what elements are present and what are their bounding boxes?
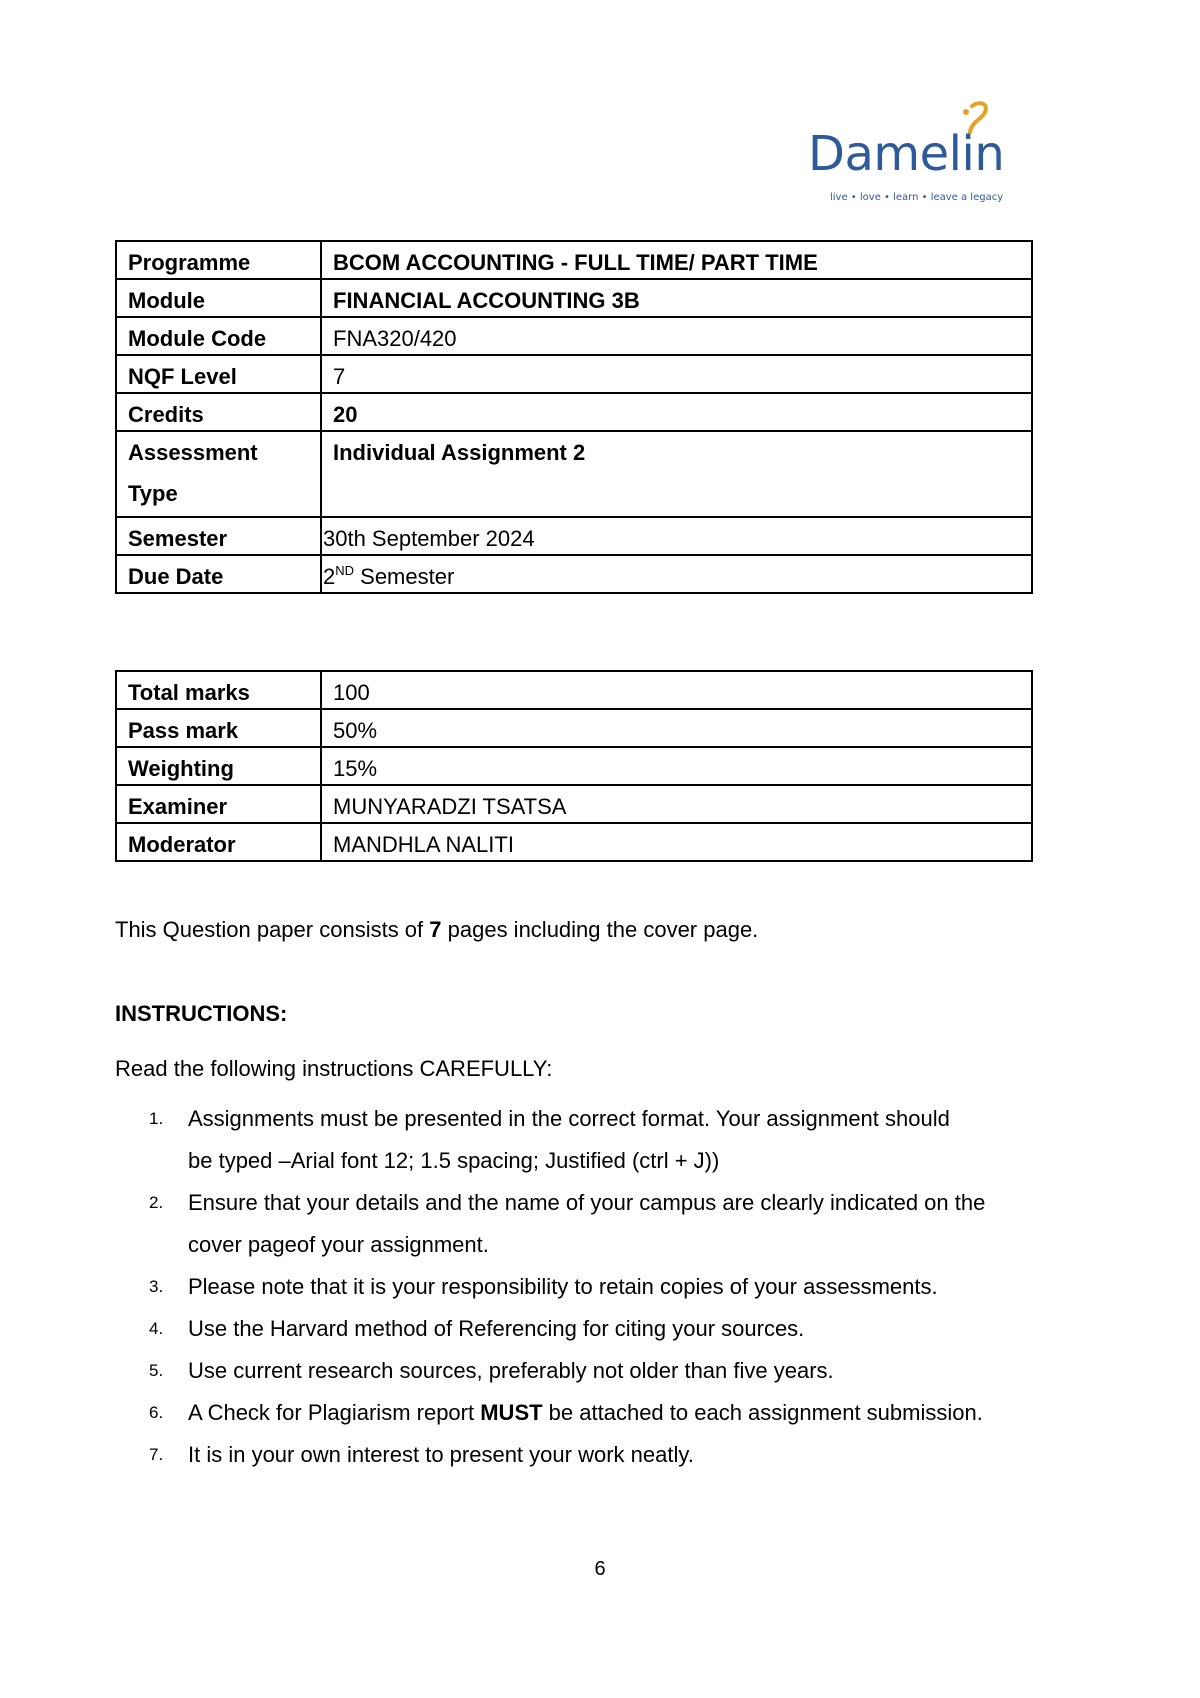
item-text: Use the Harvard method of Referencing for citing your sources. bbox=[188, 1316, 805, 1341]
pass-mark-label: Pass mark bbox=[116, 709, 321, 747]
item-number: 6. bbox=[149, 1403, 164, 1422]
logo-tagline: live • love • learn • leave a legacy bbox=[830, 192, 1004, 203]
item-text-line1: Ensure that your details and the name of your campus are clearly indicated on the bbox=[188, 1190, 986, 1215]
item-text: It is in your own interest to present your work neatly. bbox=[188, 1442, 694, 1467]
table-row bbox=[116, 241, 1032, 279]
logo-wordmark: Damelin bbox=[808, 126, 1005, 182]
item-text-after: be attached to each assignment submission. bbox=[542, 1400, 983, 1425]
list-item bbox=[115, 1098, 1075, 1182]
table-row bbox=[116, 431, 1032, 517]
item-number: 4. bbox=[149, 1319, 164, 1338]
item-text: Use current research sources, preferably not older than five years. bbox=[188, 1358, 834, 1383]
item-number: 3. bbox=[149, 1277, 164, 1296]
instructions-heading: INSTRUCTIONS: bbox=[115, 1001, 288, 1026]
table-row bbox=[116, 555, 1032, 593]
table-row bbox=[116, 823, 1032, 861]
programme-value: BCOM ACCOUNTING - FULL TIME/ PART TIME bbox=[321, 241, 1032, 279]
table-row bbox=[116, 785, 1032, 823]
item-text-line2: be typed –Arial font 12; 1.5 spacing; Justified (ctrl + J)) bbox=[188, 1148, 720, 1173]
list-item bbox=[115, 1266, 1075, 1308]
table-row bbox=[116, 709, 1032, 747]
item-text: Please note that it is your responsibility to retain copies of your assessments. bbox=[188, 1274, 938, 1299]
module-details-table bbox=[115, 240, 1033, 594]
semester-value: 30th September 2024 bbox=[321, 517, 1032, 555]
table-row bbox=[116, 355, 1032, 393]
pages-note-before: This Question paper consists of bbox=[115, 917, 430, 942]
table-row bbox=[116, 517, 1032, 555]
due-date-number: 2 bbox=[323, 564, 336, 589]
read-note: Read the following instructions CAREFULLY: bbox=[115, 1056, 553, 1081]
examiner-label: Examiner bbox=[116, 785, 321, 823]
table-row bbox=[116, 317, 1032, 355]
nqf-level-label: NQF Level bbox=[116, 355, 321, 393]
credits-value: 20 bbox=[321, 393, 1032, 431]
weighting-label: Weighting bbox=[116, 747, 321, 785]
pages-count: 7 bbox=[429, 917, 442, 942]
list-item bbox=[115, 1308, 1075, 1350]
due-date-label: Due Date bbox=[116, 555, 321, 593]
item-text-line2: cover pageof your assignment. bbox=[188, 1232, 489, 1257]
semester-label: Semester bbox=[116, 517, 321, 555]
assessment-type-value: Individual Assignment 2 bbox=[321, 431, 1032, 517]
list-item bbox=[115, 1434, 1075, 1476]
programme-label: Programme bbox=[116, 241, 321, 279]
list-item bbox=[115, 1392, 1075, 1434]
list-item bbox=[115, 1182, 1075, 1266]
table-row bbox=[116, 393, 1032, 431]
module-code-value: FNA320/420 bbox=[321, 317, 1032, 355]
due-date-ordinal: ND bbox=[335, 563, 355, 578]
list-item bbox=[115, 1350, 1075, 1392]
item-text-before: A Check for Plagiarism report bbox=[188, 1400, 481, 1425]
item-number: 2. bbox=[149, 1193, 164, 1212]
moderator-label: Moderator bbox=[116, 823, 321, 861]
due-date-rest: Semester bbox=[354, 564, 455, 589]
module-code-label: Module Code bbox=[116, 317, 321, 355]
module-label: Module bbox=[116, 279, 321, 317]
due-date-value bbox=[321, 555, 1032, 593]
total-marks-value: 100 bbox=[321, 671, 1032, 709]
pass-mark-value: 50% bbox=[321, 709, 1032, 747]
module-value: FINANCIAL ACCOUNTING 3B bbox=[321, 279, 1032, 317]
table-row bbox=[116, 671, 1032, 709]
assessment-type-label: Assessment Type bbox=[116, 431, 321, 517]
page-number: 6 bbox=[594, 1558, 606, 1580]
item-number: 1. bbox=[149, 1109, 164, 1128]
table-row bbox=[116, 747, 1032, 785]
pages-note-after: pages including the cover page. bbox=[441, 917, 759, 942]
item-text-line1: Assignments must be presented in the correct format. Your assignment should bbox=[188, 1106, 950, 1131]
examiner-value: MUNYARADZI TSATSA bbox=[321, 785, 1032, 823]
table-row bbox=[116, 279, 1032, 317]
credits-label: Credits bbox=[116, 393, 321, 431]
total-marks-label: Total marks bbox=[116, 671, 321, 709]
item-text-bold: MUST bbox=[480, 1400, 543, 1425]
damelin-logo bbox=[808, 100, 1028, 210]
nqf-level-value: 7 bbox=[321, 355, 1032, 393]
pages-note bbox=[115, 915, 758, 945]
item-number: 7. bbox=[149, 1445, 164, 1464]
moderator-value: MANDHLA NALITI bbox=[321, 823, 1032, 861]
item-number: 5. bbox=[149, 1361, 164, 1380]
marks-table bbox=[115, 670, 1033, 862]
weighting-value: 15% bbox=[321, 747, 1032, 785]
instructions-list bbox=[115, 1098, 1075, 1476]
